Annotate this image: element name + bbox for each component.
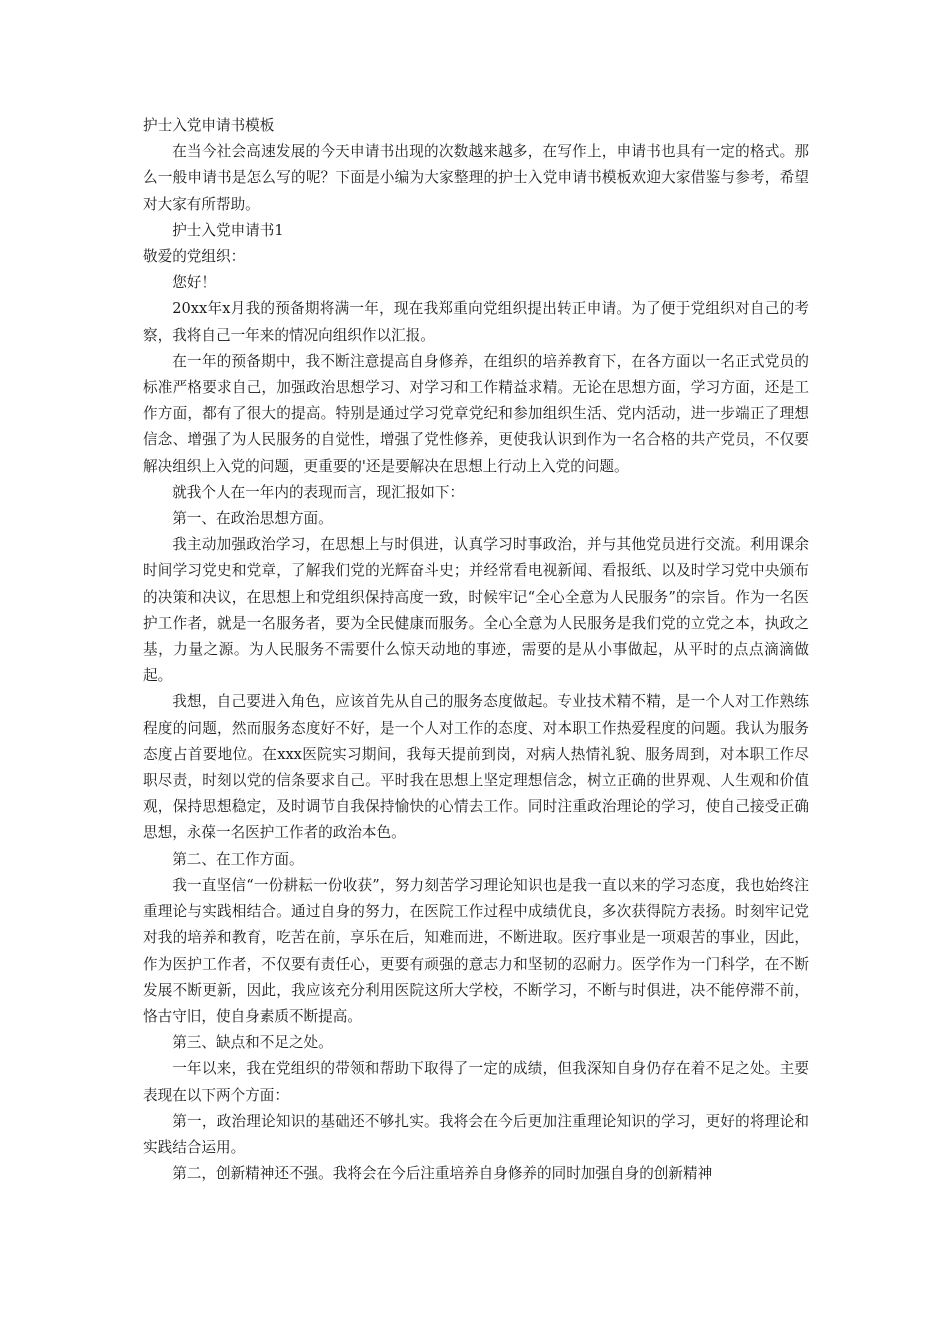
section-heading: 第一、在政治思想方面。 [172,510,333,528]
letter-subtitle: 护士入党申请书1 [172,221,284,239]
greeting: 您好！ [172,274,216,292]
body-paragraph: 我想，自己要进入角色，应该首先从自己的服务态度做起。专业技术精不精，是一个人对工作熟练程度的问题，然而服务态度好不好，是一个人对工作的态度、对本职工作热爱程度的问题。我认为服务态度占首要地位。在xxx医院实习期间，我每天提前到岗，对病人热情礼貌、服务周到，对本职工作尽职尽责，时刻以党的信条要求自己。平时我在思想上坚定理想信念，树立正确的世界观、人生观和价值观，保持思想稳定，及时调节自我保持愉快的心情去工作。同时注重政治理论的学习，使自己接受正确思想，永葆一名医护工作者的政治本色。 [143,693,809,842]
document-page [143,113,809,1187]
body-paragraph: 第二，创新精神还不强。我将会在今后注重培养自身修养的同时加强自身的创新精神 [172,1165,713,1183]
body-paragraph: 我主动加强政治学习，在思想上与时俱进，认真学习时事政治，并与其他党员进行交流。利用课余时间学习党史和党章，了解我们党的光辉奋斗史；并经常看电视新闻、看报纸、以及时学习党中央颁布的决策和决议，在思想上和党组织保持高度一致，时候牢记“全心全意为人民服务”的宗旨。作为一名医护工作者，就是一名服务者，要为全民健康而服务。全心全意为人民服务是我们党的立党之本，执政之基，力量之源。为人民服务不需要什么惊天动地的事迹，需要的是从小事做起，从平时的点点滴滴做起。 [143,536,809,685]
body-paragraph: 一年以来，我在党组织的带领和帮助下取得了一定的成绩，但我深知自身仍存在着不足之处。主要表现在以下两个方面： [143,1060,809,1104]
section-heading: 第三、缺点和不足之处。 [172,1034,333,1052]
body-paragraph: 就我个人在一年内的表现而言，现汇报如下： [172,483,465,501]
salutation: 敬爱的党组织： [143,248,246,266]
body-paragraph: 20xx年x月我的预备期将满一年，现在我郑重向党组织提出转正申请。为了便于党组织对自己的考察，我将自己一年来的情况向组织作以汇报。 [143,300,809,344]
body-paragraph: 第一，政治理论知识的基础还不够扎实。我将会在今后更加注重理论知识的学习，更好的将理论和实践结合运用。 [143,1112,809,1156]
body-paragraph: 在一年的预备期中，我不断注意提高自身修养，在组织的培养教育下，在各方面以一名正式党员的标准严格要求自己，加强政治思想学习、对学习和工作精益求精。无论在思想方面，学习方面，还是工作方面，都有了很大的提高。特别是通过学习党章党纪和参加组织生活、党内活动，进一步端正了理想信念、增强了为人民服务的自觉性，增强了党性修养，更使我认识到作为一名合格的共产党员，不仅要解决组织上入党的问题，更重要的'还是要解决在思想上行动上入党的问题。 [143,352,809,475]
document-title: 护士入党申请书模板 [143,117,275,134]
body-paragraph: 我一直坚信“一份耕耘一份收获”，努力刻苦学习理论知识也是我一直以来的学习态度，我也始终注重理论与实践相结合。通过自身的努力，在医院工作过程中成绩优良，多次获得院方表扬。时刻牢记党对我的培养和教育，吃苦在前，享乐在后，知难而进，不断进取。医疗事业是一项艰苦的事业，因此，作为医护工作者，不仅要有责任心，更要有顽强的意志力和坚韧的忍耐力。医学作为一门科学，在不断发展不断更新，因此，我应该充分利用医院这所大学校，不断学习，不断与时俱进，决不能停滞不前，恪古守旧，使自身素质不断提高。 [143,876,809,1025]
section-heading: 第二、在工作方面。 [172,850,304,868]
intro-paragraph: 在当今社会高速发展的今天申请书出现的次数越来越多，在写作上，申请书也具有一定的格式。那么一般申请书是怎么写的呢？下面是小编为大家整理的护士入党申请书模板欢迎大家借鉴与参考，希望对大家有所帮助。 [143,143,809,213]
